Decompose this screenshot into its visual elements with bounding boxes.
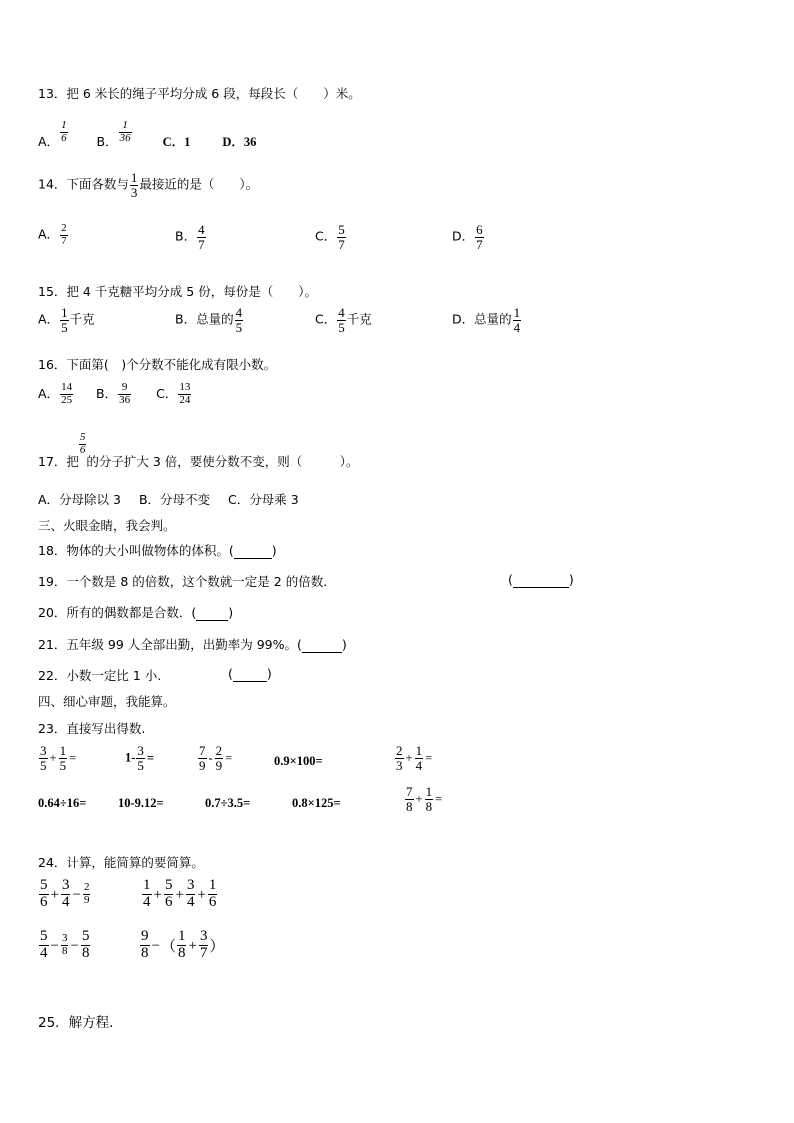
fraction: $\frac{2}{9}$ [215,743,223,773]
q19-answer: ( ) [508,572,574,587]
q24-expr-1: $\frac{5}{6}$ + $\frac{3}{4}$ − $\frac{2}{9}$ [40,877,90,910]
fraction: $\frac{3}{4}$ [186,877,195,910]
fraction: $\frac{2}{3}$ [396,743,403,773]
fraction: $\frac{4}{7}$ [198,222,205,252]
q13-stem: 13．把 6 米长的绳子平均分成 6 段，每段长（ ）米。 [38,86,361,101]
fraction: $\frac{1}{4}$ [143,877,151,910]
q17-stem: 17．把 $\frac{5}{6}$ 的分子扩大 3 倍，要使分数不变，则（ ）。 [38,431,359,469]
q13-option-a: A． $\frac{1}{6}$ [38,119,67,149]
fraction: $\frac{6}{7}$ [476,222,483,252]
q15-option-c: C． $\frac{4}{5}$ 千克 [315,305,372,335]
q19: 19．一个数是 8 的倍数，这个数就一定是 2 的倍数. [38,574,328,589]
fraction: $\frac{1}{5}$ [59,743,67,773]
q16-stem: 16．下面第( )个分数不能化成有限小数。 [38,357,277,372]
q13-option-b: B． $\frac{1}{36}$ [96,119,131,149]
fraction: $\frac{1}{3}$ [130,170,138,200]
fraction: $\frac{7}{9}$ [199,743,206,773]
section-heading-4: 四、细心审题，我能算。 [38,694,176,709]
q20: 20．所有的偶数都是合数．( ) [38,605,234,620]
fraction: $\frac{3}{4}$ [61,877,70,910]
fraction: $\frac{5}{8}$ [81,928,90,961]
q16-option-c: C． $\frac{13}{24}$ [156,381,191,406]
fraction: $\frac{9}{8}$ [141,928,149,961]
fraction: $\frac{13}{24}$ [179,381,191,406]
answer-blank[interactable] [513,572,569,588]
fraction: $\frac{1}{5}$ [61,305,68,335]
q17-option-c: C．分母乘 3 [228,492,299,507]
fraction: $\frac{1}{6}$ [61,119,67,144]
answer-blank[interactable] [302,637,342,653]
fraction: $\frac{1}{4}$ [513,305,521,335]
q24-expr-3: $\frac{5}{4}$ − $\frac{3}{8}$ − $\frac{5}{8}$ [40,928,90,961]
fraction: $\frac{2}{9}$ [83,881,90,906]
fraction: $\frac{1}{36}$ [119,119,131,144]
q16-option-b: B． $\frac{9}{36}$ [96,381,131,406]
q21: 21．五年级 99 人全部出勤，出勤率为 99%。( ) [38,637,347,652]
fraction: $\frac{5}{6}$ [164,877,173,910]
fraction: $\frac{5}{4}$ [40,928,48,961]
q24-expr-2: $\frac{1}{4}$ + $\frac{5}{6}$ + $\frac{3}{4}$ + $\frac{1}{6}$ [143,877,217,910]
q15-option-b: B．总量的 $\frac{4}{5}$ [175,305,243,335]
fraction: $\frac{14}{25}$ [61,381,73,406]
fraction: $\frac{1}{4}$ [415,743,423,773]
fraction: $\frac{3}{5}$ [40,743,47,773]
q22: 22．小数一定比 1 小. [38,668,162,683]
q17-option-b: B．分母不变 [138,492,211,507]
q15-stem: 15．把 4 千克糖平均分成 5 份，每份是（ ）。 [38,284,317,299]
q25-stem: 25．解方程. [38,1015,114,1031]
fraction: $\frac{4}{5}$ [235,305,243,335]
q23-expr-2: 1- $\frac{3}{5}$ = [125,743,155,773]
fraction: $\frac{3}{5}$ [137,743,144,773]
fraction: $\frac{1}{8}$ [177,928,186,961]
q14-stem: 14．下面各数与 $\frac{1}{3}$ 最接近的是（ ）。 [38,170,259,200]
fraction: $\frac{3}{8}$ [61,932,68,957]
q17-options [38,490,299,508]
q24-stem: 24．计算，能简算的要简算。 [38,855,204,870]
section-heading-3: 三、火眼金睛，我会判。 [38,518,176,533]
q23-expr-6: 0.64÷16= [38,796,87,810]
q13-option-c: C．1 [162,135,191,149]
q23-expr-4: 0.9×100= [274,754,323,768]
q14-option-b: B． $\frac{4}{7}$ [175,222,205,252]
answer-blank[interactable] [233,666,267,682]
fraction: $\frac{5}{6}$ [79,431,86,456]
q22-answer: ( ) [228,666,272,681]
q23-expr-1: $\frac{3}{5}$ + $\frac{1}{5}$ = [40,743,77,773]
q14-option-d: D． $\frac{6}{7}$ [452,222,483,252]
q17-option-a: A．分母除以 3 [38,492,121,507]
q23-expr-3: $\frac{7}{9}$ - $\frac{2}{9}$ = [199,743,233,773]
q15-option-a: A． $\frac{1}{5}$ 千克 [38,305,95,335]
fraction: $\frac{5}{6}$ [40,877,48,910]
fraction: $\frac{5}{7}$ [338,222,345,252]
q24-expr-4: $\frac{9}{8}$ −（ $\frac{1}{8}$ + $\frac{3}{7}$ ） [141,928,225,961]
q23-expr-10: $\frac{7}{8}$ + $\frac{1}{8}$ = [406,784,443,814]
q23-expr-7: 10-9.12= [118,796,164,810]
q23-expr-9: 0.8×125= [292,796,341,810]
fraction: $\frac{1}{8}$ [425,784,433,814]
q14-option-c: C． $\frac{5}{7}$ [315,222,345,252]
q16-option-a: A． $\frac{14}{25}$ [38,381,73,406]
fraction: $\frac{9}{36}$ [119,381,131,406]
fraction: $\frac{1}{6}$ [208,877,217,910]
fraction: $\frac{3}{7}$ [199,928,208,961]
answer-blank[interactable] [196,605,228,621]
fraction: $\frac{4}{5}$ [338,305,345,335]
answer-blank[interactable] [234,543,272,559]
q13-options [38,120,256,150]
q18: 18．物体的大小叫做物体的体积。( ) [38,543,277,558]
q23-expr-5: $\frac{2}{3}$ + $\frac{1}{4}$ = [396,743,433,773]
fraction: $\frac{7}{8}$ [406,784,413,814]
q23-expr-8: 0.7÷3.5= [205,796,251,810]
q14-option-a: A． $\frac{2}{7}$ [38,222,67,247]
fraction: $\frac{2}{7}$ [61,222,67,247]
q15-option-d: D．总量的 $\frac{1}{4}$ [452,305,521,335]
q13-option-d: D．36 [222,135,257,149]
q16-options [38,382,192,406]
q23-stem: 23．直接写出得数. [38,721,146,736]
